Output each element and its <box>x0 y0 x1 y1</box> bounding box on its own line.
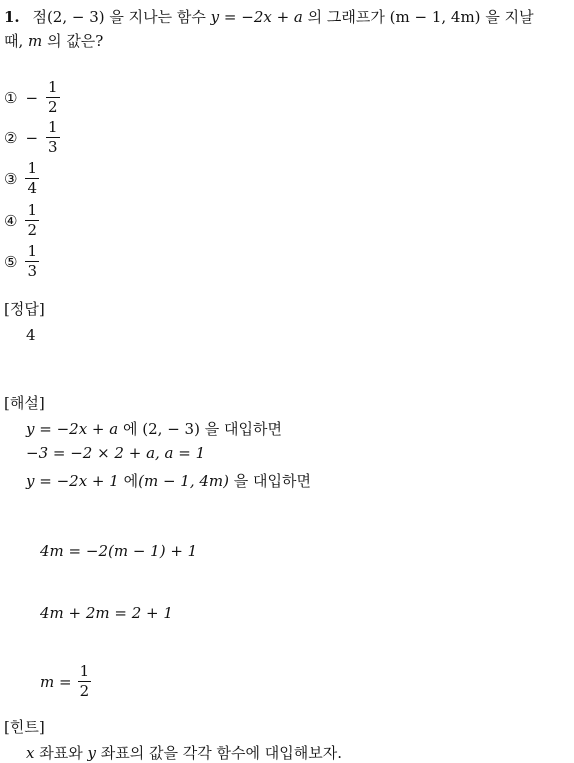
point-given: (2, − 3) <box>46 8 105 26</box>
choice-sign: − <box>25 128 39 147</box>
explanation-text: 을 대입하면 <box>204 420 282 438</box>
choice-fraction: $\frac{1}{4}$ <box>27 159 37 197</box>
explanation-text: 에 <box>122 420 138 438</box>
question-text: 때, <box>4 32 24 50</box>
explanation-line-1 <box>26 418 282 439</box>
explanation-line-3 <box>26 470 311 491</box>
question-text: 을 지나는 함수 <box>109 8 206 26</box>
question-text: 의 값은? <box>47 32 104 50</box>
choice-fraction: $\frac{1}{3}$ <box>27 242 37 280</box>
choice-fraction: $\frac{1}{2}$ <box>48 78 58 116</box>
explanation-text: 에 <box>123 472 139 490</box>
explanation-line-2: −3 = −2 × 2 + a, a = 1 <box>26 444 206 462</box>
hint-text-part: 좌표의 값을 각각 함수에 대입해보자. <box>100 744 342 762</box>
choice-1[interactable] <box>4 80 60 115</box>
function-expr: y = −2x + a <box>210 8 303 26</box>
hint-text <box>26 742 342 763</box>
question-line-1 <box>4 6 534 27</box>
point-target: (m − 1, 4m) <box>389 8 481 26</box>
equation-3 <box>40 664 91 699</box>
choice-mark: ② <box>4 128 18 147</box>
question-text: 의 그래프가 <box>307 8 385 26</box>
hint-label: [힌트] <box>4 718 45 736</box>
question-text: 점 <box>32 8 47 26</box>
question-number: 1. <box>4 8 20 26</box>
choice-fraction: $\frac{1}{3}$ <box>48 118 58 156</box>
point-given: (2, − 3) <box>142 420 200 438</box>
choice-mark: ① <box>4 88 18 107</box>
function-expr: y = −2x + a <box>26 420 119 438</box>
function-expr: y = −2x + 1 <box>26 472 119 490</box>
equation-lhs: m = <box>40 672 72 691</box>
answer-label: [정답] <box>4 300 45 318</box>
variable-y: y <box>87 744 96 762</box>
answer-value: 4 <box>26 326 36 344</box>
question-text: 을 지날 <box>485 8 534 26</box>
variable-x: x <box>26 744 35 762</box>
point-target: (m − 1, 4m) <box>138 472 229 490</box>
choice-sign: − <box>25 88 39 107</box>
choice-mark: ④ <box>4 211 18 230</box>
choice-mark: ⑤ <box>4 252 18 271</box>
equation-fraction: $\frac{1}{2}$ <box>79 662 90 700</box>
choice-4[interactable] <box>4 203 39 238</box>
equation-2: 4m + 2m = 2 + 1 <box>40 604 173 622</box>
equation-1: 4m = −2(m − 1) + 1 <box>40 542 198 560</box>
explanation-label: [해설] <box>4 394 45 412</box>
question-line-2 <box>4 30 103 51</box>
choice-3[interactable] <box>4 161 39 196</box>
choice-5[interactable] <box>4 244 39 279</box>
variable-m: m <box>28 32 43 50</box>
choice-fraction: $\frac{1}{2}$ <box>27 201 37 239</box>
choice-2[interactable] <box>4 120 60 155</box>
choice-mark: ③ <box>4 169 18 188</box>
hint-text-part: 좌표와 <box>39 744 83 762</box>
explanation-text: 을 대입하면 <box>233 472 311 490</box>
